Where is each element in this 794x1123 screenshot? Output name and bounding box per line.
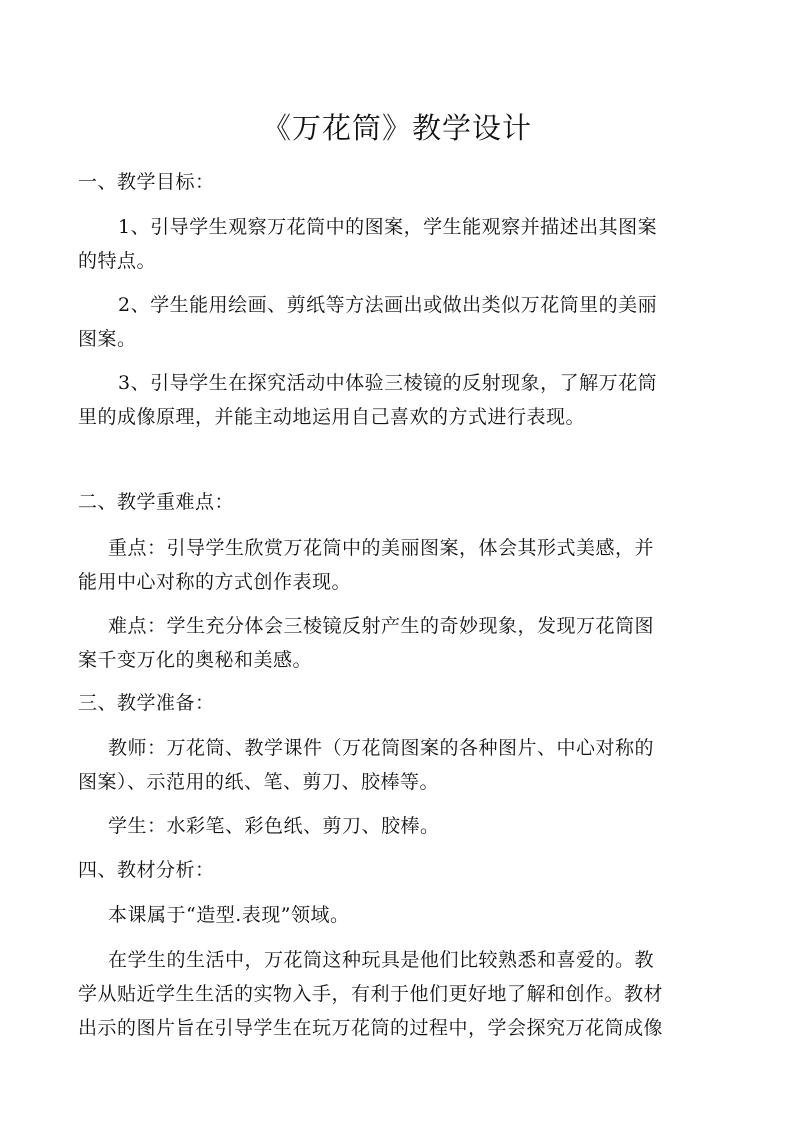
paragraph-line: 在学生的生活中，万花筒这种玩具是他们比较熟悉和喜爱的。教 — [108, 949, 655, 971]
paragraph-line: 里的成像原理，并能主动地运用自己喜欢的方式进行表现。 — [78, 406, 586, 428]
paragraph-line: 3、引导学生在探究活动中体验三棱镜的反射现象，了解万花筒 — [118, 372, 658, 394]
paragraph-line: 的特点。 — [78, 250, 157, 272]
paragraph-line: 难点：学生充分体会三棱镜反射产生的奇妙现象，发现万花筒图 — [108, 615, 655, 637]
paragraph-line: 2、学生能用绘画、剪纸等方法画出或做出类似万花筒里的美丽 — [118, 294, 658, 316]
paragraph-line: 教师：万花筒、教学课件（万花筒图案的各种图片、中心对称的 — [108, 737, 655, 759]
paragraph-line: 学生：水彩笔、彩色纸、剪刀、胶棒。 — [108, 815, 440, 837]
paragraph-line: 图案）、示范用的纸、笔、剪刀、胶棒等。 — [78, 771, 440, 793]
paragraph-line: 能用中心对称的方式创作表现。 — [78, 571, 352, 593]
paragraph-line: 学从贴近学生生活的实物入手，有利于他们更好地了解和创作。教材 — [78, 983, 664, 1005]
paragraph-line: 重点：引导学生欣赏万花筒中的美丽图案，体会其形式美感，并 — [108, 537, 655, 559]
paragraph-line: 案千变万化的奥秘和美感。 — [78, 649, 313, 671]
heading-material-analysis: 四、教材分析： — [78, 859, 215, 881]
heading-preparation: 三、教学准备： — [78, 692, 215, 714]
heading-objectives: 一、教学目标： — [78, 171, 215, 193]
paragraph-line: 出示的图片旨在引导学生在玩万花筒的过程中，学会探究万花筒成像 — [78, 1017, 664, 1039]
paragraph-line: 本课属于“造型.表现”领域。 — [108, 904, 350, 926]
paragraph-line: 1、引导学生观察万花筒中的图案，学生能观察并描述出其图案 — [118, 216, 658, 238]
paragraph-line: 图案。 — [78, 328, 137, 350]
heading-key-difficult: 二、教学重难点： — [78, 491, 235, 513]
document-title: 《万花筒》教学设计 — [261, 111, 532, 145]
